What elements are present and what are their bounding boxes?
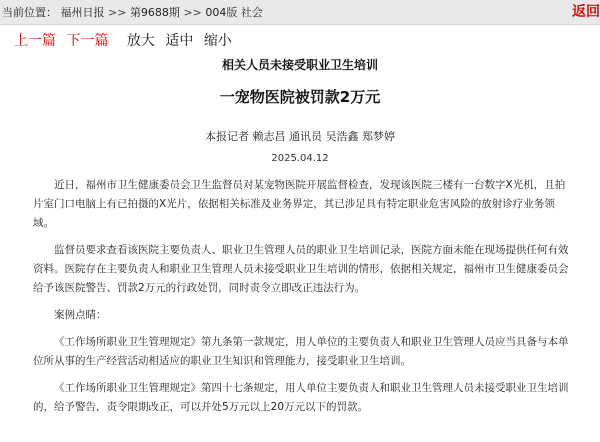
article-byline: 本报记者 赖志昌 通讯员 吴浩鑫 郑梦婷 — [205, 130, 395, 143]
article-paragraph: 监督员要求查看该医院主要负责人、职业卫生管理人员的职业卫生培训记录，医院方面未能在现场提供任何有效资料。医院存在主要负责人和职业卫生管理人员未接受职业卫生培训的情形，依据相关规定，福州市卫生健康委员会给予该医院警告、罚款2万元的行政处罚，同时责令立即改正违法行为。 — [33, 244, 569, 294]
article-toolbar — [14, 30, 238, 50]
article-paragraph: 《工作场所职业卫生管理规定》第九条第一款规定，用人单位的主要负责人和职业卫生管理人员应当具备与本单位所从事的生产经营活动相适应的职业卫生知识和管理能力，接受职业卫生培训。 — [33, 336, 569, 367]
breadcrumb-paper-link[interactable]: 福州日报 — [60, 6, 105, 19]
prev-article-link[interactable]: 上一篇 — [14, 33, 56, 49]
article-subtitle: 一宠物医院被罚款2万元 — [219, 88, 381, 106]
zoom-in-button[interactable]: 放大 — [126, 33, 155, 49]
article-paragraph: 近日，福州市卫生健康委员会卫生监督员对某宠物医院开展监督检查，发现该医院三楼有一台数字X光机，且拍片室门口电脑上有已拍摄的X光片，依据相关标准及业务界定，其已涉足具有特定职业危害风险的放射诊疗业务领域。 — [33, 179, 566, 229]
zoom-out-button[interactable]: 缩小 — [203, 33, 232, 49]
article-paragraph: 案例点睛： — [54, 309, 107, 321]
back-link[interactable]: 返回 — [572, 4, 600, 20]
breadcrumb-label: 当前位置： — [2, 6, 57, 19]
article-paragraph: 《工作场所职业卫生管理规定》第四十七条规定，用人单位主要负责人和职业卫生管理人员未接受职业卫生培训的，给予警告，责令限期改正，可以并处5万元以上20万元以下的罚款。 — [33, 382, 569, 413]
breadcrumb-page-link[interactable]: 004版 社会 — [205, 6, 263, 19]
zoom-fit-button[interactable]: 适中 — [165, 33, 194, 49]
article-title: 相关人员未接受职业卫生培训 — [221, 58, 378, 72]
breadcrumb — [2, 4, 263, 20]
next-article-link[interactable]: 下一篇 — [66, 33, 109, 49]
location-bar — [0, 0, 600, 25]
breadcrumb-issue-link[interactable]: 第9688期 — [129, 6, 180, 19]
breadcrumb-separator: >> — [108, 6, 127, 19]
article-date: 2025.04.12 — [271, 153, 329, 164]
breadcrumb-separator: >> — [183, 6, 202, 19]
article-body — [33, 176, 573, 425]
